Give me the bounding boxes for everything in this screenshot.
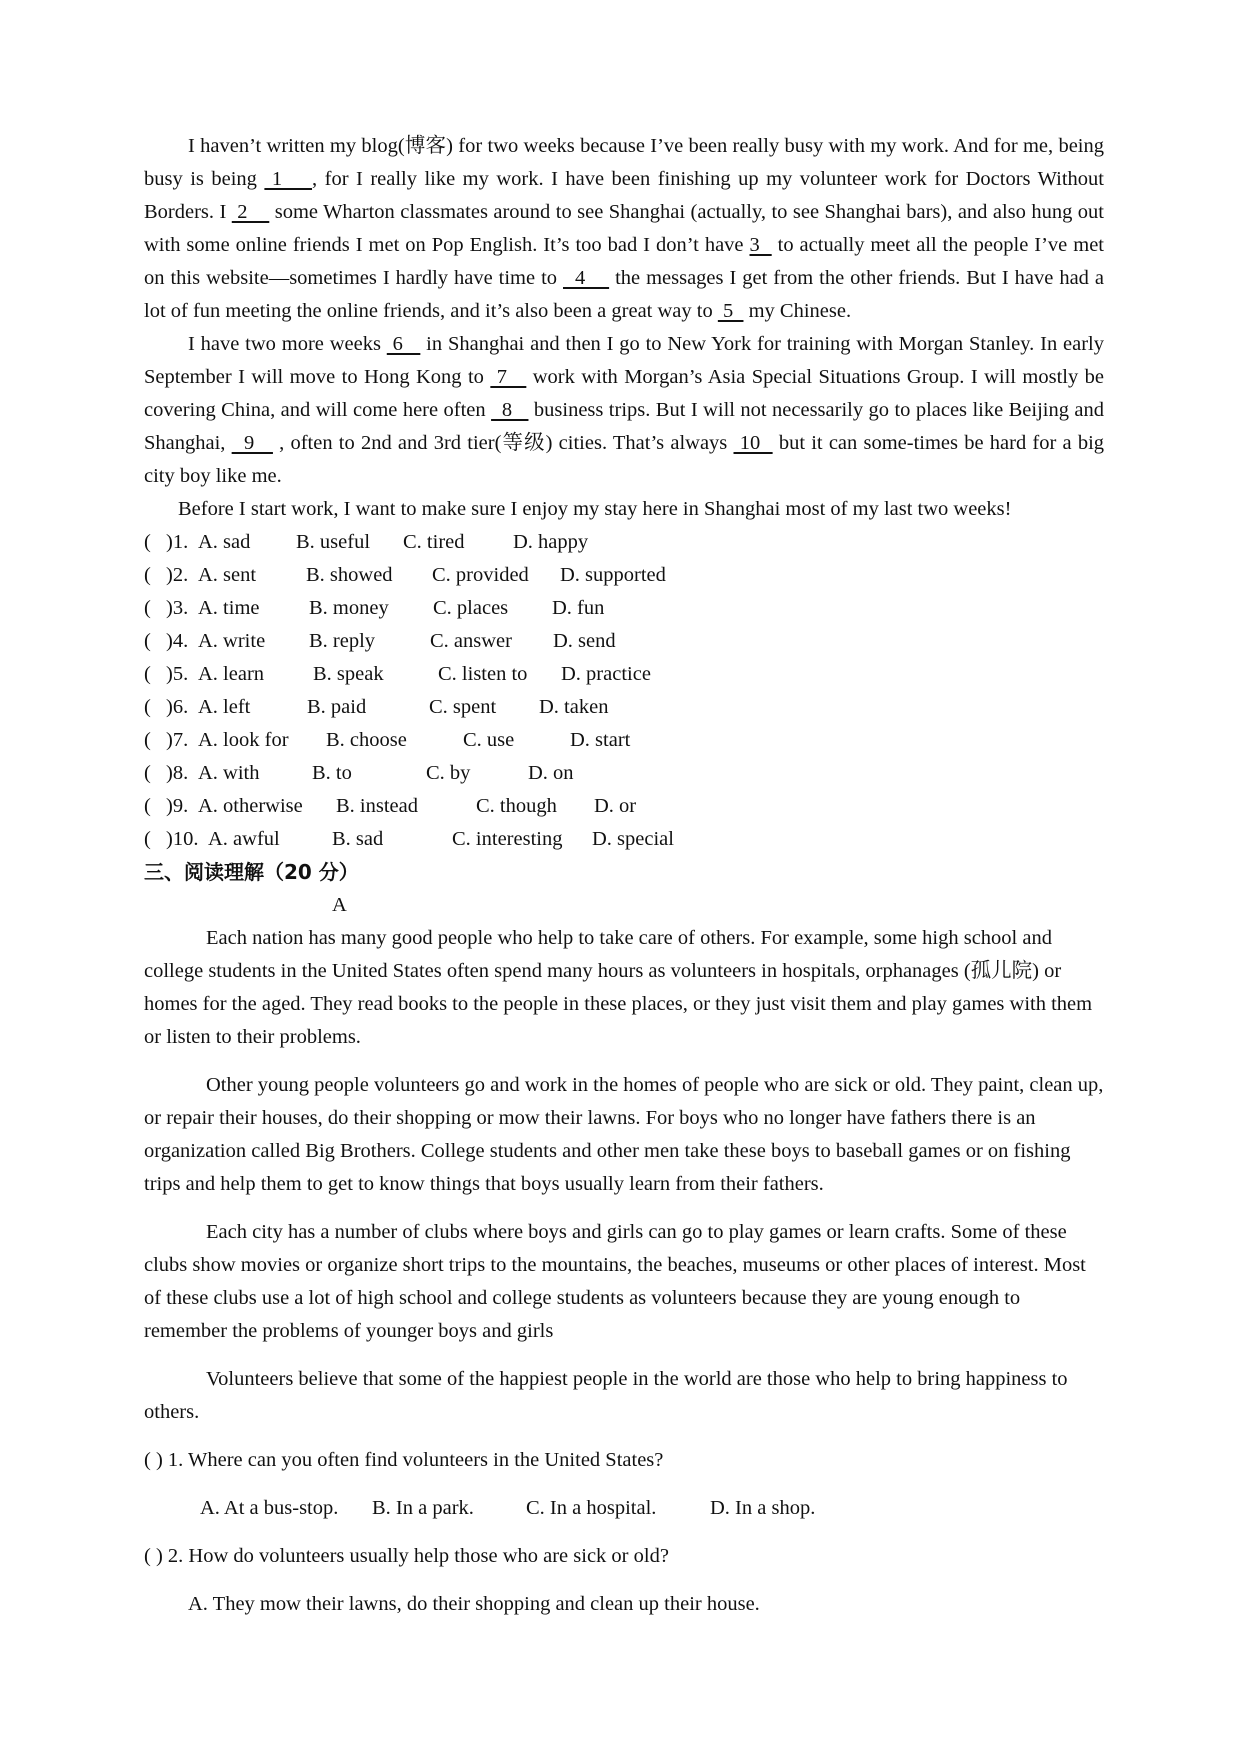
option-row: [144, 790, 1104, 823]
option-row: [144, 559, 1104, 592]
option-d: D. fun: [552, 597, 605, 619]
option-row: [144, 757, 1104, 790]
question-number: )6.: [166, 696, 189, 718]
option-d: D. practice: [561, 663, 651, 685]
cloze-blank: 3: [749, 234, 772, 256]
option-c: C. listen to: [438, 663, 528, 685]
option-b: B. speak: [313, 663, 384, 685]
option-d: D. or: [594, 795, 637, 817]
cloze-text: but it can some-times be hard for a big city boy like me.: [144, 432, 1105, 487]
exam-page: [144, 130, 1104, 1621]
cloze-blank: 5: [717, 300, 744, 322]
cloze-paragraph-3: Before I start work, I want to make sure I enjoy my stay here in Shanghai most of my last two weeks!: [178, 498, 1012, 520]
option-c: C. use: [463, 729, 515, 751]
option-row: [144, 592, 1104, 625]
answer-paren[interactable]: (: [144, 729, 151, 751]
option-a: A. with: [198, 762, 260, 784]
question-number: )7.: [166, 729, 189, 751]
option-c: C. provided: [432, 564, 529, 586]
reading-question-1: ( ) 1. Where can you often find volunteers in the United States?: [144, 1449, 664, 1471]
question-number: )9.: [166, 795, 189, 817]
cloze-blank: 1: [264, 168, 313, 190]
passage-letter: A: [332, 894, 347, 916]
option-a: A. otherwise: [198, 795, 303, 817]
option-c: C. tired: [403, 531, 465, 553]
answer-paren[interactable]: (: [144, 564, 151, 586]
question-number: )5.: [166, 663, 189, 685]
option-c: C. spent: [429, 696, 497, 718]
option-a: A. look for: [198, 729, 289, 751]
cloze-paragraph-2: [144, 328, 1104, 493]
option-b: B. choose: [326, 729, 407, 751]
option-b: B. paid: [307, 696, 367, 718]
option-c: C. In a hospital.: [526, 1497, 657, 1519]
cloze-blank: 9: [231, 432, 273, 454]
question-number: )1.: [166, 531, 189, 553]
option-b: B. showed: [306, 564, 393, 586]
option-b: B. sad: [332, 828, 384, 850]
cloze-text: I haven’t written my blog(博客) for two weeks because I’ve been really busy with my work. And for me, being busy is being: [144, 135, 1104, 190]
cloze-blank: 8: [491, 399, 529, 421]
reading-paragraph: Each city has a number of clubs where boys and girls can go to play games or learn crafts. Some of these clubs show movies or organize short trips to the mountains, the beaches, museums or other places of interest. Most of these clubs use a lot of high school and college students as volunteers because they are young enough to remember the problems of younger boys and girls: [144, 1221, 1086, 1342]
answer-paren[interactable]: (: [144, 762, 151, 784]
option-a: A. learn: [198, 663, 265, 685]
option-a: A. sad: [198, 531, 251, 553]
answer-paren[interactable]: (: [144, 696, 151, 718]
cloze-text: work with Morgan’s Asia Special Situations Group. I will mostly be covering China, and will come here often: [144, 366, 1105, 421]
option-a: A. At a bus-stop.: [200, 1497, 339, 1519]
answer-paren[interactable]: (: [144, 663, 151, 685]
answer-paren[interactable]: (: [144, 597, 151, 619]
option-b: B. to: [312, 762, 352, 784]
cloze-blank: 6: [386, 333, 421, 355]
option-a: A. awful: [208, 828, 280, 850]
option-d: D. taken: [539, 696, 609, 718]
option-d: D. special: [592, 828, 674, 850]
option-d: D. In a shop.: [710, 1497, 816, 1519]
option-a: A. time: [198, 597, 260, 619]
cloze-text: my Chinese.: [743, 300, 852, 322]
section-title: 三、阅读理解（20 分）: [144, 860, 359, 884]
cloze-blank: 4: [563, 267, 610, 289]
cloze-text: some Wharton classmates around to see Shanghai (actually, to see Shanghai bars), and also hung out with some online friends I met on Pop English. It’s too bad I don’t have: [144, 201, 1104, 256]
option-b: B. In a park.: [372, 1497, 474, 1519]
reading-paragraph: Other young people volunteers go and work in the homes of people who are sick or old. They paint, clean up, or repair their houses, do their shopping or mow their lawns. For boys who no longer have fathers there is an organization called Big Brothers. College students and other men take these boys to baseball games or on fishing trips and help them to get to know things that boys usually learn from their fathers.: [144, 1074, 1104, 1195]
reading-question-2: ( ) 2. How do volunteers usually help those who are sick or old?: [144, 1545, 669, 1567]
option-c: C. though: [476, 795, 557, 817]
cloze-text: business trips. But I will not necessarily go to places like Beijing and Shanghai,: [144, 399, 1105, 454]
option-d: D. send: [553, 630, 616, 652]
cloze-blank: 10: [733, 432, 773, 454]
option-row: [144, 625, 1104, 658]
option-c: C. by: [426, 762, 471, 784]
question-number: )4.: [166, 630, 189, 652]
option-a: A. sent: [198, 564, 257, 586]
answer-paren[interactable]: (: [144, 828, 151, 850]
option-row: [144, 823, 1104, 856]
option-a: A. left: [198, 696, 251, 718]
question-number: )2.: [166, 564, 189, 586]
cloze-text: , often to 2nd and 3rd tier(等级) cities. That’s always: [272, 432, 734, 454]
cloze-options: [144, 526, 1104, 856]
question-number: )8.: [166, 762, 189, 784]
cloze-text: the messages I get from the other friends. But I have had a lot of fun meeting the online friends, and it’s also been a great way to: [144, 267, 1105, 322]
answer-paren[interactable]: (: [144, 531, 151, 553]
option-a: A. write: [198, 630, 266, 652]
cloze-text: I have two more weeks: [188, 333, 387, 355]
option-b: B. useful: [296, 531, 371, 553]
option-d: D. on: [528, 762, 574, 784]
cloze-text: to actually meet all the people I’ve met on this website—sometimes I hardly have time to: [144, 234, 1104, 289]
cloze-blank: 7: [490, 366, 527, 388]
option-c: C. answer: [430, 630, 512, 652]
option-d: D. happy: [513, 531, 589, 553]
reading-question-2-option-a: A. They mow their lawns, do their shopping and clean up their house.: [188, 1593, 760, 1615]
cloze-text: , for I really like my work. I have been finishing up my volunteer work for Doctors Without Borders. I: [144, 168, 1105, 223]
option-c: C. interesting: [452, 828, 563, 850]
option-row: [144, 526, 1104, 559]
question-number: )3.: [166, 597, 189, 619]
option-d: D. start: [570, 729, 631, 751]
cloze-blank: 2: [231, 201, 270, 223]
reading-paragraph: Volunteers believe that some of the happiest people in the world are those who help to bring happiness to others.: [144, 1368, 1068, 1423]
question-number: )10.: [166, 828, 199, 850]
answer-paren[interactable]: (: [144, 795, 151, 817]
option-row: [144, 658, 1104, 691]
cloze-text: in Shanghai and then I go to New York for training with Morgan Stanley. In early September I will move to Hong Kong to: [144, 333, 1104, 388]
reading-paragraph: Each nation has many good people who help to take care of others. For example, some high school and college students in the United States often spend many hours as volunteers in hospitals, orphanages (孤儿院) or homes for the aged. They read books to the people in these places, or they just visit them and play games with them or listen to their problems.: [144, 927, 1093, 1048]
option-b: B. money: [309, 597, 389, 619]
reading-question-1-options: [144, 1492, 1104, 1525]
option-c: C. places: [433, 597, 509, 619]
option-b: B. instead: [336, 795, 418, 817]
option-row: [144, 724, 1104, 757]
option-row: [144, 691, 1104, 724]
option-d: D. supported: [560, 564, 666, 586]
cloze-paragraph-1: [144, 130, 1104, 328]
option-b: B. reply: [309, 630, 376, 652]
answer-paren[interactable]: (: [144, 630, 151, 652]
